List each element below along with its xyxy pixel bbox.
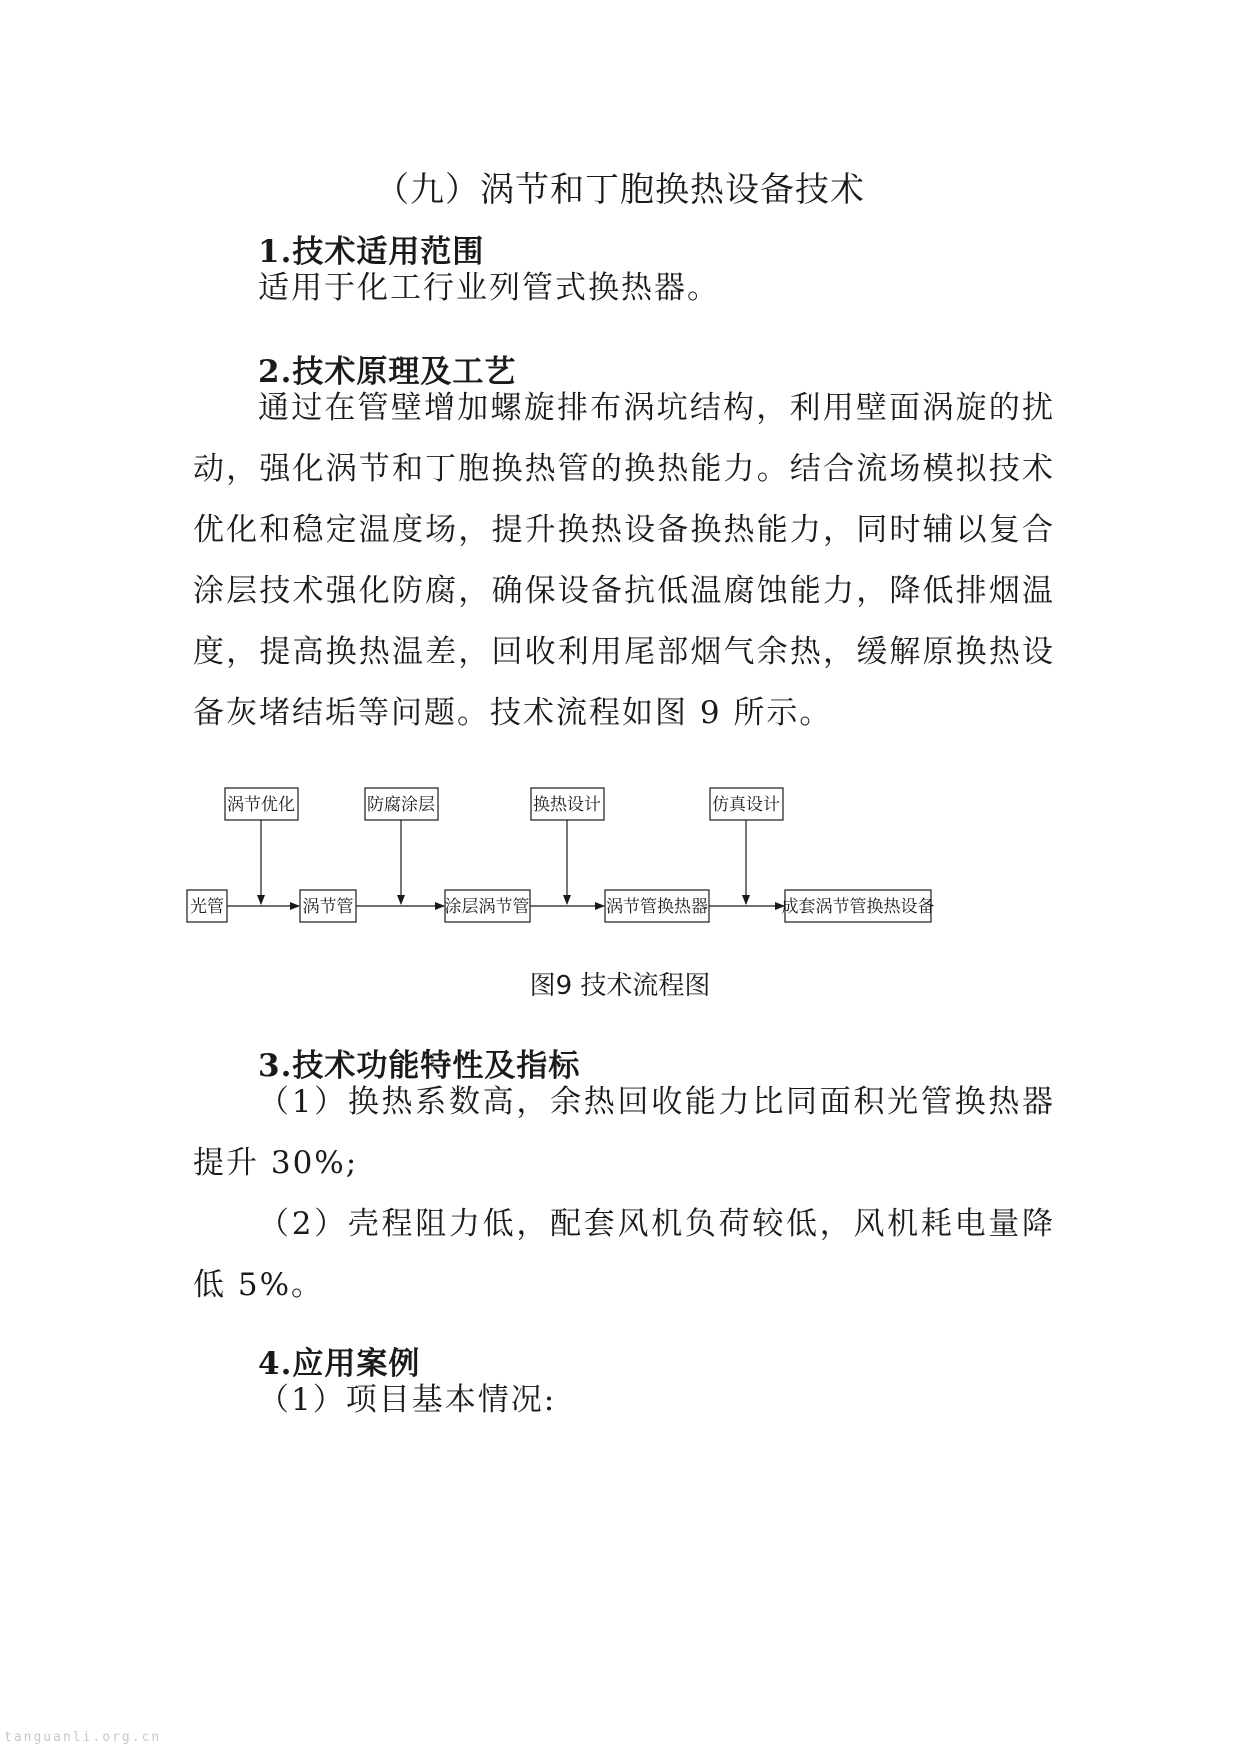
section-text-principle: 通过在管壁增加螺旋排布涡坑结构，利用壁面涡旋的扰动，强化涡节和丁胞换热管的换热能力。结合流场模拟技术优化和稳定温度场，提升换热设备换热能力，同时辅以复合涂层技术强化防腐，确保设备抗低温腐蚀能力，降低排烟温度，提高换热温差，回收利用尾部烟气余热，缓解原换热设备灰堵结垢等问题。技术流程如图 9 所示。 <box>193 390 1055 731</box>
input-label: 仿真设计 <box>712 795 780 815</box>
section-heading-features: 3.技术功能特性及指标 <box>258 1048 581 1084</box>
watermark: tanguanli.org.cn <box>4 1730 162 1745</box>
section-heading-principle: 2.技术原理及工艺 <box>258 354 517 390</box>
section-heading-scope: 1.技术适用范围 <box>258 234 485 270</box>
case-item: （1）项目基本情况: <box>258 1382 557 1418</box>
feature-item: （2）壳程阻力低，配套风机负荷较低，风机耗电量降低 5%。 <box>193 1206 1055 1303</box>
input-label: 换热设计 <box>533 795 601 815</box>
stage-label: 涂层涡节管 <box>444 897 530 917</box>
stage-label: 涡节管 <box>302 897 354 917</box>
process-flow-diagram <box>190 778 1065 938</box>
stage-label: 涡节管换热器 <box>606 897 708 917</box>
page-title: （九）涡节和丁胞换热设备技术 <box>375 170 865 210</box>
stage-label: 光管 <box>190 897 224 917</box>
section-text-scope: 适用于化工行业列管式换热器。 <box>258 270 720 306</box>
stage-label: 成套涡节管换热设备 <box>781 897 935 917</box>
input-label: 涡节优化 <box>227 795 295 815</box>
input-label: 防腐涂层 <box>367 795 435 815</box>
figure-caption: 图9 技术流程图 <box>529 971 711 1001</box>
feature-item: （1）换热系数高，余热回收能力比同面积光管换热器提升 30%; <box>193 1084 1055 1181</box>
section-heading-cases: 4.应用案例 <box>258 1346 421 1382</box>
